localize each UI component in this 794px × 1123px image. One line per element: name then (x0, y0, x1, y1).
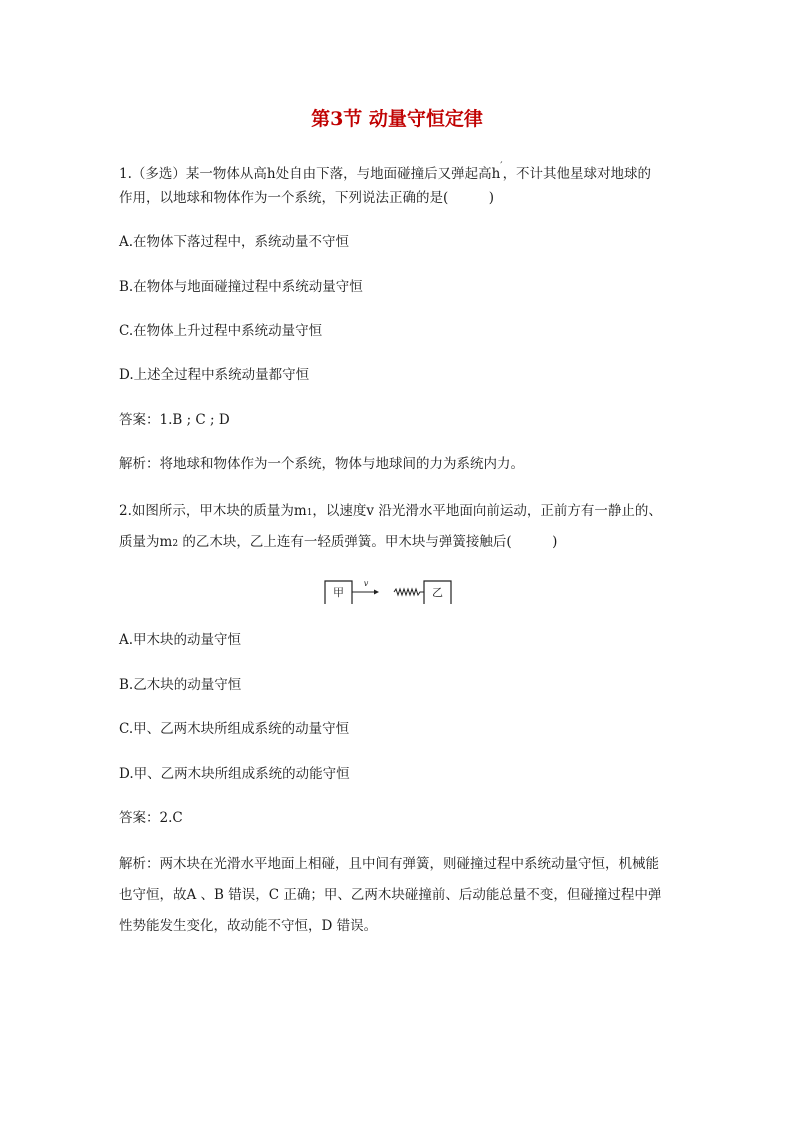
q1-stem-line-2: 作用，以地球和物体作为一个系统，下列说法正确的是( ) (119, 190, 495, 206)
q1-option-a: A.在物体下落过程中，系统动量不守恒 (119, 234, 350, 250)
page-title: 第3节 动量守恒定律 (311, 108, 483, 130)
q2-option-d: D.甲、乙两木块所组成系统的动能守恒 (119, 766, 350, 782)
spring (394, 589, 424, 595)
q2-option-b: B.乙木块的动量守恒 (119, 677, 242, 693)
q1-answer: 答案：1.B ; C ; D (119, 412, 230, 428)
q2-answer: 答案：2.C (119, 810, 183, 826)
q2-m2-subscript: 2 (172, 539, 179, 549)
velocity-arrow-head (374, 590, 379, 595)
q2-diagram (322, 578, 452, 604)
q1-stem-text-b: ，不计其他星球对地球的 (502, 166, 652, 182)
q2-stem-text-b: ，以速度v 沿光滑水平地面向前运动，正前方有一静止的、 (312, 503, 662, 519)
block-yi-label: 乙 (432, 586, 443, 599)
q2-stem-text-a: 2.如图所示，甲木块的质量为m (119, 503, 307, 519)
block-jia-label: 甲 (333, 586, 344, 599)
q2-stem-text-c: 质量为m (119, 534, 173, 550)
q1-analysis: 解析：将地球和物体作为一个系统，物体与地球间的力为系统内力。 (119, 456, 524, 472)
q1-stem-line-1 (119, 158, 689, 183)
q2-stem-line-1 (119, 502, 689, 522)
q1-option-b: B.在物体与地面碰撞过程中系统动量守恒 (119, 279, 363, 295)
q2-stem-line-2 (119, 533, 689, 553)
velocity-label: v (363, 579, 369, 588)
q2-option-c: C.甲、乙两木块所组成系统的动量守恒 (119, 721, 350, 737)
q1-option-d: D.上述全过程中系统动量都守恒 (119, 367, 310, 383)
q2-option-a: A.甲木块的动量守恒 (119, 632, 242, 648)
q2-analysis-line-1: 解析：两木块在光滑水平地面上相碰，且中间有弹簧，则碰撞过程中系统动量守恒，机械能 (119, 856, 659, 872)
q1-prime-mark: ′ (500, 161, 503, 172)
q2-analysis-line-3: 性势能发生变化，故动能不守恒，D 错误。 (119, 918, 378, 934)
q1-option-c: C.在物体上升过程中系统动量守恒 (119, 323, 323, 339)
q2-stem-text-d: 的乙木块，乙上连有一轻质弹簧。甲木块与弹簧接触后( ) (178, 534, 558, 550)
q2-analysis-line-2: 也守恒，故A 、B 错误，C 正确；甲、乙两木块碰撞前、后动能总量不变，但碰撞过程中弹 (119, 887, 662, 903)
q2-m1-subscript: 1 (306, 508, 313, 518)
q1-stem-text-a: 1.（多选）某一物体从高h处自由下落，与地面碰撞后又弹起高h (119, 166, 501, 182)
